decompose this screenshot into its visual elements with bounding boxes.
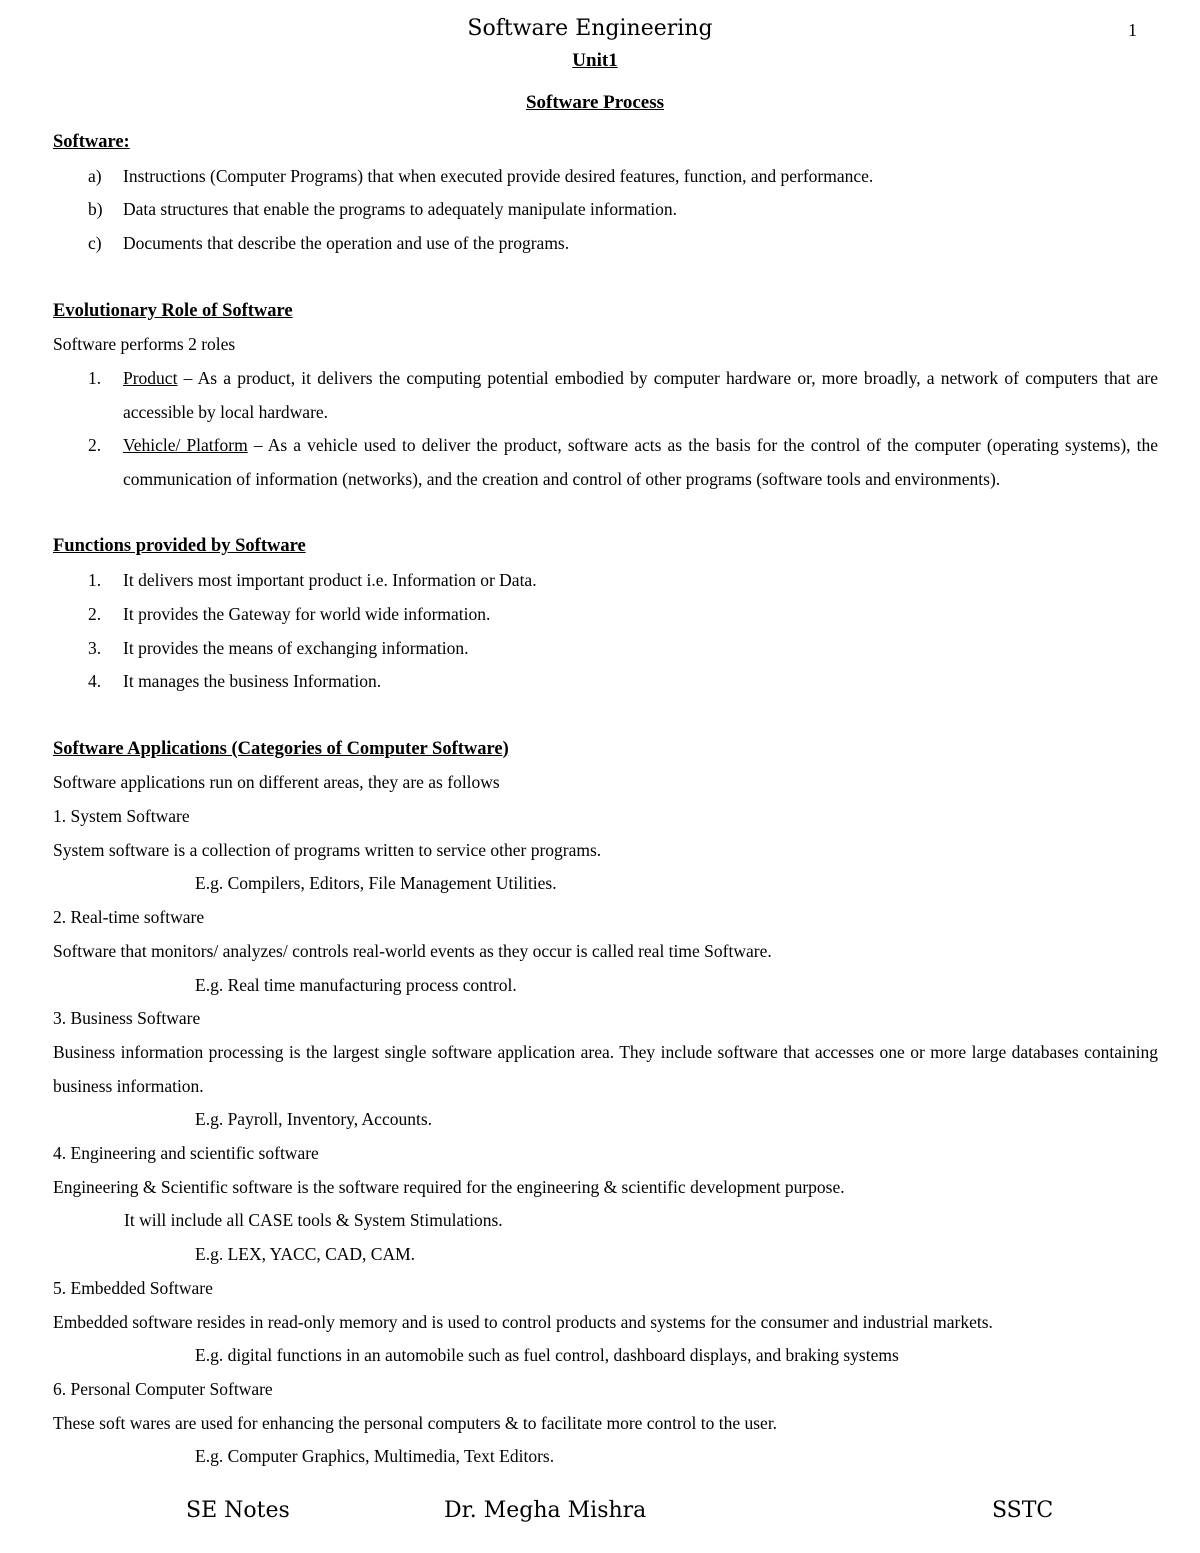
list-marker: a)	[88, 165, 102, 186]
list-item	[53, 429, 1158, 496]
list-text	[123, 362, 1158, 429]
spacer	[53, 699, 1158, 733]
functions-heading: Functions provided by Software	[53, 536, 306, 557]
role-term: Vehicle/ Platform	[123, 435, 248, 456]
category-title: 6. Personal Computer Software	[53, 1378, 273, 1399]
list-item	[53, 193, 1158, 227]
list-text: It delivers most important product i.e. Information or Data.	[123, 570, 537, 591]
evolutionary-heading: Evolutionary Role of Software	[53, 300, 293, 321]
category-example: E.g. digital functions in an automobile such as fuel control, dashboard displays, and braking systems	[195, 1345, 899, 1366]
list-marker: c)	[88, 233, 102, 254]
role-term: Product	[123, 367, 178, 388]
list-item	[53, 564, 1158, 598]
list-item	[53, 160, 1158, 194]
spacer	[53, 261, 1158, 295]
category-example: E.g. Compilers, Editors, File Management Utilities.	[195, 873, 557, 894]
applications-intro: Software applications run on different areas, they are as follows	[53, 772, 500, 793]
software-heading: Software:	[53, 132, 130, 152]
applications-heading: Software Applications (Categories of Computer Software)	[53, 738, 509, 759]
category-example: E.g. LEX, YACC, CAD, CAM.	[195, 1244, 416, 1265]
category-description: Business information processing is the largest single software application area. They include software that accesses one or more large databases containing business information.	[53, 1041, 1158, 1096]
category-title: 1. System Software	[53, 806, 190, 827]
evolutionary-intro: Software performs 2 roles	[53, 334, 236, 355]
list-marker: 1.	[88, 367, 102, 388]
list-marker: 3.	[88, 637, 102, 658]
footer-course: SE Notes	[186, 1498, 290, 1523]
role-description: – As a product, it delivers the computing potential embodied by computer hardware or, more broadly, a network of computers that are accessible by local hardware.	[123, 367, 1158, 422]
section-title: Software Process	[525, 92, 665, 113]
category-example: E.g. Computer Graphics, Multimedia, Text Editors.	[195, 1446, 555, 1467]
category-title: 5. Embedded Software	[53, 1277, 213, 1298]
list-item	[53, 362, 1158, 429]
list-marker: 2.	[88, 603, 102, 624]
list-marker: 1.	[88, 570, 102, 591]
category-description: Engineering & Scientific software is the software required for the engineering & scientific development purpose.	[53, 1176, 845, 1197]
category-description: System software is a collection of programs written to service other programs.	[53, 839, 602, 860]
footer-author: Dr. Megha Mishra	[444, 1498, 647, 1523]
list-item	[53, 665, 1158, 699]
list-text	[123, 429, 1158, 496]
category-description: Software that monitors/ analyzes/ controls real-world events as they occur is called real time Software.	[53, 940, 772, 961]
category-title: 2. Real-time software	[53, 907, 205, 928]
list-text: Documents that describe the operation and use of the programs.	[123, 233, 570, 254]
list-marker: 4.	[88, 671, 102, 692]
list-text: It provides the means of exchanging information.	[123, 637, 469, 658]
list-text: Data structures that enable the programs to adequately manipulate information.	[123, 199, 677, 220]
category-title: 3. Business Software	[53, 1008, 201, 1029]
unit-title: Unit1	[572, 50, 618, 71]
page-number: 1	[1128, 20, 1137, 40]
spacer	[53, 497, 1158, 531]
footer-institution: SSTC	[992, 1498, 1054, 1523]
category-description: These soft wares are used for enhancing the personal computers & to facilitate more control to the user.	[53, 1412, 778, 1433]
document-header-title: Software Engineering	[467, 16, 713, 41]
category-note: It will include all CASE tools & System Stimulations.	[124, 1210, 503, 1231]
list-text: Instructions (Computer Programs) that when executed provide desired features, function, and performance.	[123, 165, 874, 186]
category-example: E.g. Real time manufacturing process control.	[195, 974, 517, 995]
list-marker: b)	[88, 199, 103, 220]
list-marker: 2.	[88, 435, 102, 456]
list-item	[53, 227, 1158, 261]
list-item	[53, 632, 1158, 666]
list-text: It manages the business Information.	[123, 671, 382, 692]
list-text: It provides the Gateway for world wide information.	[123, 603, 491, 624]
role-description: – As a vehicle used to deliver the product, software acts as the basis for the control of the computer (operating systems), the communication of information (networks), and the creation and control of other programs (software tools and environments).	[123, 435, 1159, 490]
category-example: E.g. Payroll, Inventory, Accounts.	[195, 1109, 433, 1130]
document-body	[53, 126, 1158, 1474]
list-item	[53, 598, 1158, 632]
category-description: Embedded software resides in read-only memory and is used to control products and systems for the consumer and industrial markets.	[53, 1311, 993, 1332]
category-title: 4. Engineering and scientific software	[53, 1143, 319, 1164]
